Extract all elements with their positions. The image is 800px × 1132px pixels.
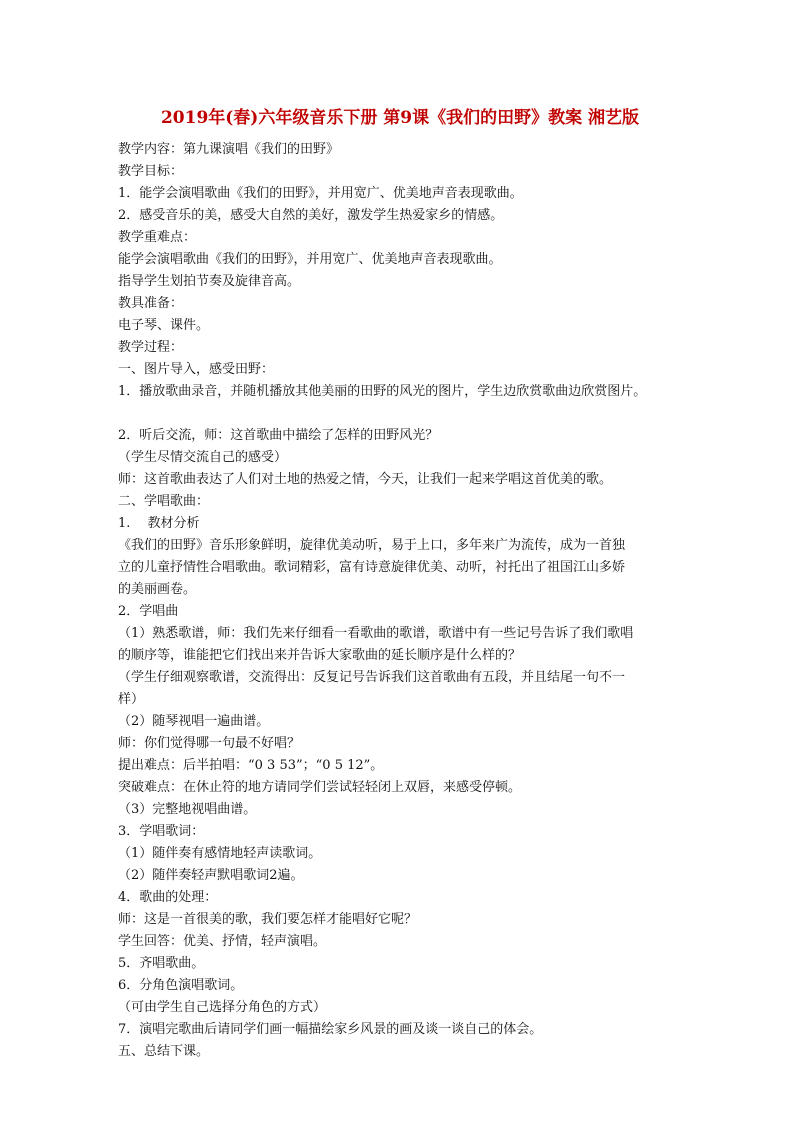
body-line: 7．演唱完歌曲后请同学们画一幅描绘家乡风景的画及谈一谈自己的体会。 (118, 1022, 543, 1037)
body-line: 突破难点：在休止符的地方请同学们尝试轻轻闭上双唇，来感受停顿。 (118, 780, 522, 795)
body-line: （2）随琴视唱一遍曲谱。 (118, 714, 270, 729)
body-line: 《我们的田野》音乐形象鲜明，旋律优美动听，易于上口，多年来广为流传，成为一首独 (118, 538, 626, 553)
body-line: （2）随伴奏轻声默唱歌词2遍。 (118, 868, 304, 883)
body-line: 指导学生划拍节奏及旋律音高。 (118, 274, 301, 289)
body-line: 立的儿童抒情性合唱歌曲。歌词精彩，富有诗意旋律优美、动听，衬托出了祖国江山多娇 (118, 560, 626, 575)
body-line: 教学重难点： (118, 230, 197, 245)
body-line: 教学目标： (118, 164, 184, 179)
body-line: （学生尽情交流自己的感受） (118, 450, 288, 465)
body-line: （3）完整地视唱曲谱。 (118, 802, 257, 817)
body-line: （1）随伴奏有感情地轻声读歌词。 (118, 846, 322, 861)
body-line: 二、学唱歌曲： (118, 494, 210, 509)
body-line: 师：这是一首很美的歌，我们要怎样才能唱好它呢？ (118, 912, 418, 927)
body-line: 的顺序等，谁能把它们找出来并告诉大家歌曲的延长顺序是什么样的？ (118, 648, 522, 663)
document-body (118, 139, 692, 1063)
body-line: 1. 教材分析 (118, 516, 200, 531)
body-line: 4．歌曲的处理： (118, 890, 218, 905)
body-line: 2．感受音乐的美，感受大自然的美好，激发学生热爱家乡的情感。 (118, 208, 504, 223)
body-line: 一、图片导入，感受田野： (118, 362, 275, 377)
body-line: 的美丽画卷。 (118, 582, 197, 597)
body-line: 提出难点：后半拍唱：“0 3 53”；“0 5 12”。 (118, 758, 384, 773)
body-line: 能学会演唱歌曲《我们的田野》，并用宽广、优美地声音表现歌曲。 (118, 252, 502, 267)
body-line: 电子琴、课件。 (118, 318, 210, 333)
body-line: （学生仔细观察歌谱，交流得出：反复记号告诉我们这首歌曲有五段，并且结尾一句不一 (118, 670, 626, 685)
body-line: 学生回答：优美、抒情，轻声演唱。 (118, 934, 327, 949)
body-line: 教具准备： (118, 296, 184, 311)
body-line: 样） (118, 692, 145, 707)
body-line: 教学过程： (118, 340, 184, 355)
body-line: 师：这首歌曲表达了人们对土地的热爱之情，今天，让我们一起来学唱这首优美的歌。 (118, 472, 613, 487)
body-line: 3．学唱歌词： (118, 824, 205, 839)
body-line: 1．播放歌曲录音，并随机播放其他美丽的田野的风光的图片，学生边欣赏歌曲边欣赏图片。 (118, 384, 647, 399)
body-line: 五、总结下课。 (118, 1044, 210, 1059)
body-line: （可由学生自己选择分角色的方式） (118, 1000, 327, 1015)
body-line: 1．能学会演唱歌曲《我们的田野》，并用宽广、优美地声音表现歌曲。 (118, 186, 523, 201)
body-line: 教学内容：第九课演唱《我们的田野》 (118, 142, 340, 157)
body-line: 5．齐唱歌曲。 (118, 956, 205, 971)
blank-line (118, 403, 692, 425)
document-title: 2019年(春)六年级音乐下册 第9课《我们的田野》教案 湘艺版 (160, 108, 640, 128)
body-line: 2．听后交流，师：这首歌曲中描绘了怎样的田野风光？ (118, 428, 439, 443)
body-line: （1）熟悉歌谱，师：我们先来仔细看一看歌曲的歌谱，歌谱中有一些记号告诉了我们歌唱 (118, 626, 634, 641)
body-line: 6．分角色演唱歌词。 (118, 978, 244, 993)
body-line: 师：你们觉得哪一句最不好唱？ (118, 736, 301, 751)
body-line: 2．学唱曲 (118, 604, 179, 619)
